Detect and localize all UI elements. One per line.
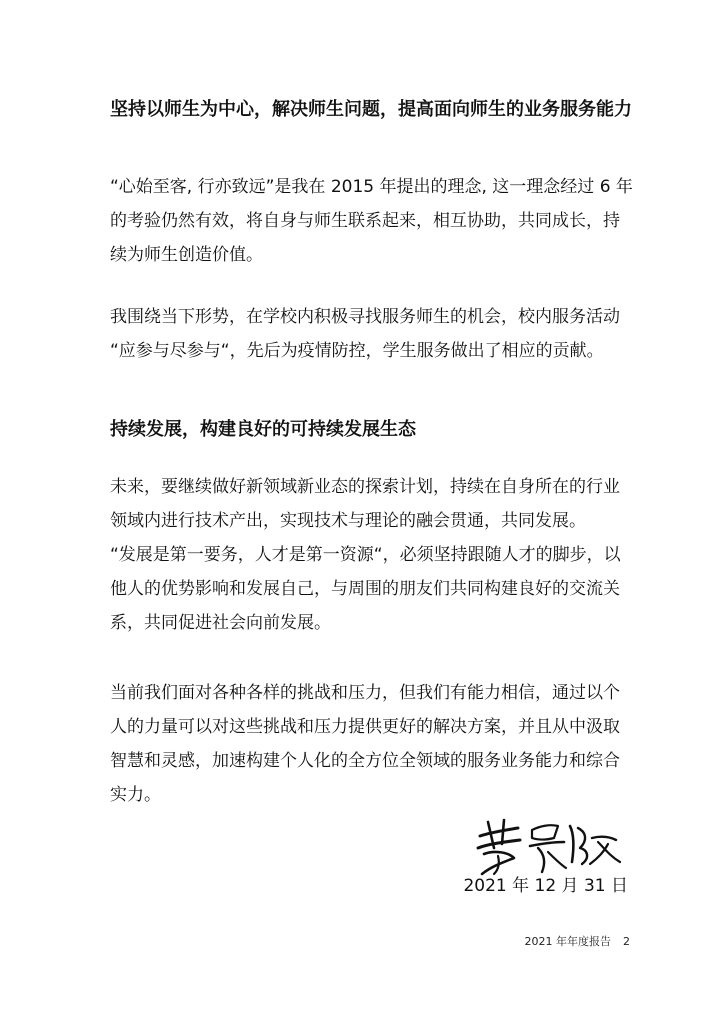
document-date: 2021 年 12 月 31 日 — [463, 876, 628, 896]
text-line: 我围绕当下形势，在学校内积极寻找服务师生的机会，校内服务活动 — [110, 307, 620, 327]
text-line: 续为师生创造价值。 — [110, 245, 263, 265]
text-line: 实力。 — [110, 785, 161, 805]
section2-heading: 持续发展，构建良好的可持续发展生态 — [110, 419, 416, 440]
text-line: 系，共同促进社会向前发展。 — [110, 613, 331, 633]
text-line: 未来，要继续做好新领域新业态的探索计划，持续在自身所在的行业 — [110, 477, 620, 497]
handwritten-signature — [474, 818, 624, 876]
page-number: 2 — [623, 935, 630, 948]
footer-report-label: 2021 年年度报告 — [524, 935, 611, 948]
text-line: “心始至客, 行亦致远”是我在 2015 年提出的理念, 这一理念经过 6 年 — [110, 177, 633, 197]
text-line: 领域内进行技术产出，实现技术与理论的融会贯通，共同发展。 — [110, 511, 586, 531]
text-line: 的考验仍然有效，将自身与师生联系起来，相互协助，共同成长，持 — [110, 211, 620, 231]
text-line: 人的力量可以对这些挑战和压力提供更好的解决方案，并且从中汲取 — [110, 717, 620, 737]
text-line: “应参与尽参与“，先后为疫情防控，学生服务做出了相应的贡献。 — [110, 341, 604, 361]
section1-paragraph-1 — [110, 170, 633, 272]
section2-paragraph-2 — [110, 676, 630, 812]
text-line: 当前我们面对各种各样的挑战和压力，但我们有能力相信，通过以个 — [110, 683, 620, 703]
page-footer — [525, 934, 631, 950]
section1-heading: 坚持以师生为中心，解决师生问题，提高面向师生的业务服务能力 — [110, 99, 632, 120]
section1-paragraph-2 — [110, 300, 630, 368]
text-line: 他人的优势影响和发展自己，与周围的朋友们共同构建良好的交流关 — [110, 579, 620, 599]
section2-paragraph-1 — [110, 470, 630, 640]
text-line: “发展是第一要务，人才是第一资源“，必须坚持跟随人才的脚步，以 — [110, 545, 621, 565]
text-line: 智慧和灵感，加速构建个人化的全方位全领域的服务业务能力和综合 — [110, 751, 620, 771]
